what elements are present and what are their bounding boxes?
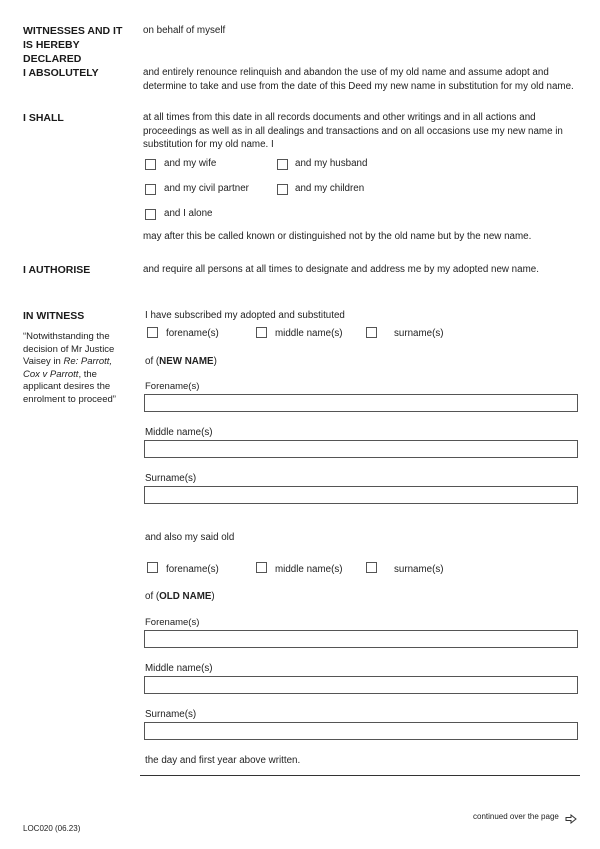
new-name-heading: of (NEW NAME) [145,356,217,367]
checkbox-old-middle[interactable] [256,562,267,573]
label-absolutely: I ABSOLUTELY [23,67,99,79]
option-alone-label: and I alone [164,208,213,219]
checkbox-alone[interactable] [145,209,156,220]
old-forename-field[interactable] [144,630,578,648]
absolutely-text: and entirely renounce relinquish and abandon the use of my old name and assume adopt and determine to take and use from the date of this Deed my new name in substitution for my old name. [143,67,574,92]
new-surname-label: Surname(s) [145,473,197,484]
old-middle-label: Middle name(s) [145,663,213,674]
shall-text: at all times from this date in all records documents and other writings and in all actions and proceedings as well as in all dealings and transactions and on all occasions use my new name in substitution for my old name. I [143,112,563,150]
shall-after-text: may after this be called known or distinguished not by the old name but by the new name. [143,231,532,242]
new-surname-option-label: surname(s) [394,328,444,339]
continued-note: continued over the page [473,812,559,821]
checkbox-wife[interactable] [145,159,156,170]
form-code: LOC020 (06.23) [23,824,81,833]
new-forename-field[interactable] [144,394,578,412]
option-children-label: and my children [295,183,365,194]
new-middle-label: Middle name(s) [145,427,213,438]
label-shall: I SHALL [23,112,64,124]
label-in-witness: IN WITNESS [23,310,85,322]
label-witnesses: WITNESSES AND IT IS HEREBY DECLARED [23,25,123,65]
witness-intro: I have subscribed my adopted and substituted [145,310,345,321]
old-surname-field[interactable] [144,722,578,740]
arrow-right-icon [565,811,577,821]
authorise-text: and require all persons at all times to designate and address me by my adopted new name. [143,264,539,275]
closing-text: the day and first year above written. [145,755,301,766]
section-divider [140,775,580,776]
checkbox-old-surname[interactable] [366,562,377,573]
old-middle-field[interactable] [144,676,578,694]
witness-note: “Notwithstanding the decision of Mr Justice Vaisey in Re: Parrott, Cox v Parrott, the applicant desires the enrolment to proceed” [23,331,116,405]
checkbox-new-middle[interactable] [256,327,267,338]
old-forename-label: Forename(s) [145,617,200,628]
option-civil-partner-label: and my civil partner [164,183,249,194]
old-forename-option-label: forename(s) [166,564,219,575]
old-name-heading: of (OLD NAME) [145,591,215,602]
old-intro: and also my said old [145,532,235,543]
checkbox-husband[interactable] [277,159,288,170]
option-husband-label: and my husband [295,158,368,169]
new-middle-option-label: middle name(s) [275,328,343,339]
old-surname-option-label: surname(s) [394,564,444,575]
old-surname-label: Surname(s) [145,709,197,720]
checkbox-new-forename[interactable] [147,327,158,338]
checkbox-old-forename[interactable] [147,562,158,573]
checkbox-children[interactable] [277,184,288,195]
label-authorise: I AUTHORISE [23,264,91,276]
witnesses-text: on behalf of myself [143,25,226,36]
checkbox-new-surname[interactable] [366,327,377,338]
old-middle-option-label: middle name(s) [275,564,343,575]
option-wife-label: and my wife [164,158,217,169]
new-middle-field[interactable] [144,440,578,458]
new-forename-option-label: forename(s) [166,328,219,339]
new-forename-label: Forename(s) [145,381,200,392]
new-surname-field[interactable] [144,486,578,504]
checkbox-civil-partner[interactable] [145,184,156,195]
